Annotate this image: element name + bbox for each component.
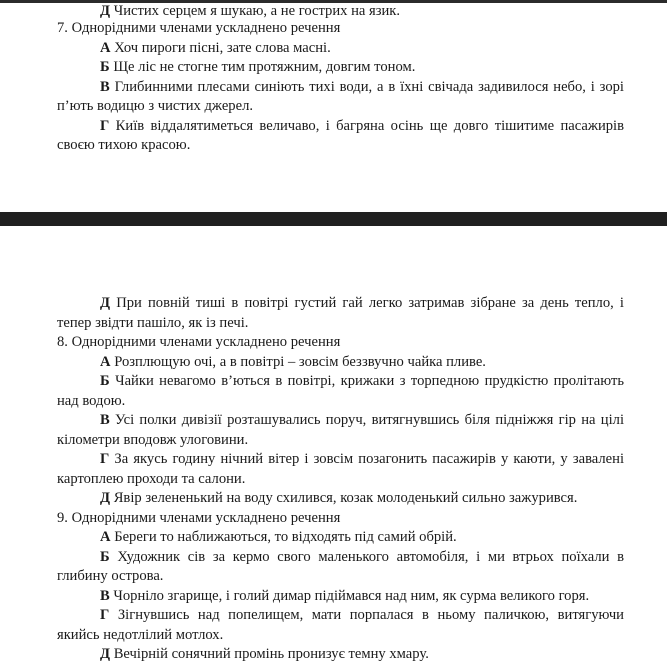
option-text: Чорніло згарище, і голий димар підіймався над ним, як сурма великого горя. xyxy=(113,587,590,604)
q8-option-g xyxy=(57,450,624,489)
q9-option-b xyxy=(57,548,624,587)
q7-option-g xyxy=(57,117,624,156)
option-text: При повній тиші в повітрі густий гай легко затримав зібране за день тепло, і тепер звідти пашіло, як із печі. xyxy=(57,295,624,331)
option-letter: Б xyxy=(100,548,110,565)
option-letter: Д xyxy=(100,3,111,19)
option-letter: В xyxy=(100,412,110,428)
document-page-bottom xyxy=(57,294,624,665)
q7-option-d xyxy=(57,294,624,333)
q9-option-g xyxy=(57,606,624,645)
option-text: Вечірній сонячний промінь пронизує темну хмару. xyxy=(113,646,429,662)
q7-option-v xyxy=(57,78,624,117)
question-9-title: 9. Однорідними членами ускладнено речення xyxy=(57,509,341,526)
option-letter: Г xyxy=(100,607,110,623)
cut-off-line xyxy=(57,3,624,19)
q8-option-a xyxy=(57,353,624,373)
option-text: Чистих серцем я шукаю, а не гострих на язик. xyxy=(113,3,401,19)
option-text: Чайки невагомо в’ються в повітрі, крижаки з торпедною прудкістю пролітають над водою. xyxy=(57,373,624,409)
option-text: Зігнувшись над попелищем, мати порпалася в ньому паличкою, витягуючи якийсь недотлілий мотлох. xyxy=(57,607,624,643)
option-letter: Д xyxy=(100,646,111,662)
q8-option-v xyxy=(57,411,624,450)
option-text: Явір зелененький на воду схилився, козак молоденький сильно зажурився. xyxy=(113,490,578,506)
q9-option-v xyxy=(57,587,624,607)
option-letter: Д xyxy=(100,295,111,311)
question-8-title: 8. Однорідними членами ускладнено речення xyxy=(57,334,341,350)
q7-option-a xyxy=(57,39,624,59)
option-text: Глибинними плесами синіють тихі води, а в їхні свічада задивилося небо, і зорі п’ють водицю з чистих джерел. xyxy=(57,78,624,114)
option-text: Художник сів за кермо свого маленького автомобіля, і ми втрьох поїхали в глибину острова. xyxy=(57,548,624,584)
page-divider xyxy=(0,212,667,226)
option-text: Береги то наближаються, то відходять під самий обрій. xyxy=(114,529,457,545)
option-text: Розплющую очі, а в повітрі – зовсім беззвучно чайка пливе. xyxy=(114,353,486,370)
option-letter: Б xyxy=(100,59,110,75)
option-letter: А xyxy=(100,529,111,545)
option-letter: Д xyxy=(100,490,111,506)
option-text: За якусь годину нічний вітер і зовсім позагонить пасажирів у каюти, у завалені картоплею проходи та салони. xyxy=(57,451,624,487)
option-text: Хоч пироги пісні, зате слова масні. xyxy=(114,39,331,56)
question-7-title: 7. Однорідними членами ускладнено речення xyxy=(57,20,341,36)
option-text: Усі полки дивізії розташувались поруч, витягнувшись біля підніжжя гір на цілі кілометри вподовж улоговини. xyxy=(57,412,625,448)
document-page-top xyxy=(57,3,624,156)
q8-option-d xyxy=(57,489,624,509)
option-text: Ще ліс не стогне тим протяжним, довгим тоном. xyxy=(113,59,416,75)
option-letter: А xyxy=(100,39,111,56)
q8-option-b xyxy=(57,372,624,411)
option-letter: В xyxy=(100,587,110,604)
option-letter: А xyxy=(100,353,111,370)
option-letter: Г xyxy=(100,117,110,134)
option-letter: В xyxy=(100,78,110,95)
option-text: Київ віддалятиметься величаво, і багряна осінь ще довго тішитиме пасажирів своєю тихою красою. xyxy=(57,117,624,153)
q9-option-a xyxy=(57,528,624,548)
option-letter: Г xyxy=(100,451,110,467)
option-letter: Б xyxy=(100,373,110,389)
q7-option-b xyxy=(57,58,624,78)
option-d-prev xyxy=(57,3,624,19)
